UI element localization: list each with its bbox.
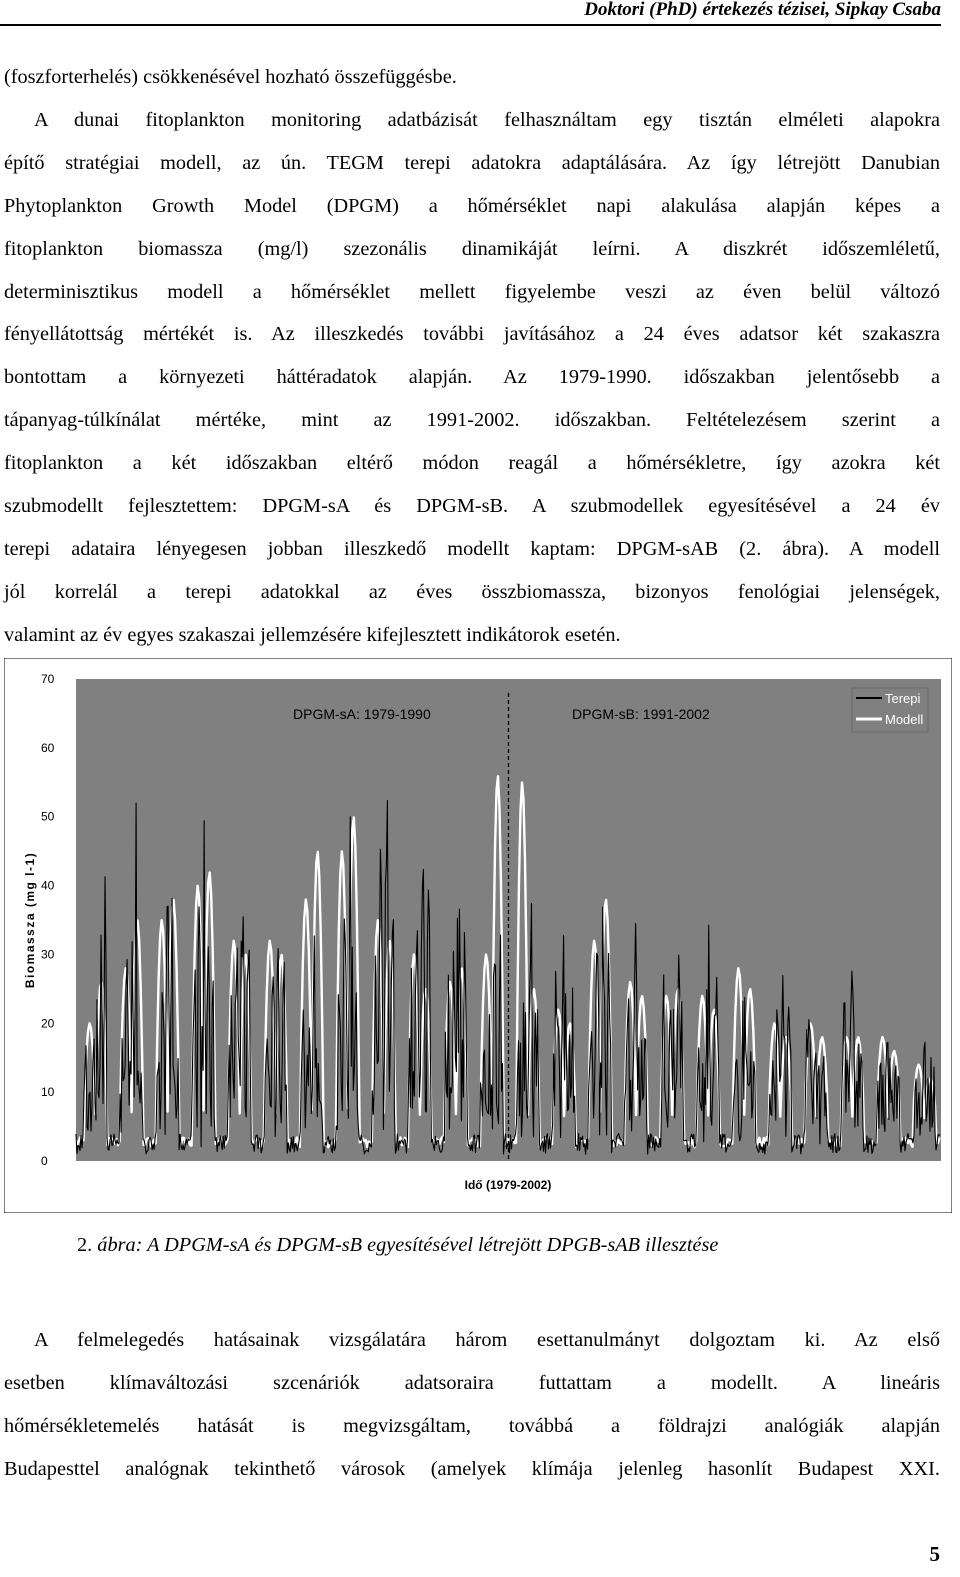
y-tick-label: 30 [41,947,55,962]
caption-number: 2. [77,1234,93,1256]
text-line: Budapesttel analógnak tekinthető városok (amelyek klímája jelenleg hasonlít Budapest XXI. [4,1458,940,1480]
text-line: hőmérsékletemelés hatását is megvizsgáltam, továbbá a földrajzi analógiák alapján [4,1415,940,1437]
page-number: 5 [929,1542,940,1566]
body-paragraph-2 [4,1319,940,1491]
annotation-period-b: DPGM-sB: 1991-2002 [572,706,710,722]
chart-legend [852,688,928,732]
figure-biomass-chart [4,658,952,1213]
text-line: bontottam a környezeti háttéradatok alapján. Az 1979-1990. időszakban jelentősebb a [4,366,940,389]
y-tick-label: 60 [41,740,55,755]
legend-label-terepi: Terepi [885,691,921,706]
text-line: fényellátottság mértékét is. Az illeszkedés további javításához a 24 éves adatsor két szakaszra [4,323,940,346]
text-line: valamint az év egyes szakaszai jellemzésére kifejlesztett indikátorok esetén. [4,623,621,646]
body-paragraph-1 [4,56,940,657]
biomass-line-chart [4,658,952,1213]
text-line: építő stratégiai modell, az ún. TEGM terepi adatokra adaptálására. Az így létrejött Danubian [4,151,940,174]
legend-label-modell: Modell [885,712,924,727]
y-tick-label: 50 [41,809,55,824]
x-axis-label: Idő (1979-2002) [464,1178,552,1192]
header-title: Doktori (PhD) értekezés tézisei, Sipkay Csaba [584,0,941,20]
figure-caption [77,1234,718,1257]
y-tick-label: 40 [41,878,55,893]
text-line: tápanyag-túlkínálat mértéke, mint az 1991-2002. időszakban. Feltételezésem szerint a [4,409,940,432]
text-line: (foszforterhelés) csökkenésével hozható összefüggésbe. [4,66,457,88]
page-header [0,0,941,26]
y-tick-label: 10 [41,1085,55,1100]
y-tick-label: 0 [41,1154,48,1168]
text-line: fitoplankton a két időszakban eltérő módon reagál a hőmérsékletre, így azokra két [4,452,940,475]
text-line: jól korrelál a terepi adatokkal az éves összbiomassza, bizonyos fenológiai jelenségek, [4,580,940,603]
text-line: fitoplankton biomassza (mg/l) szezonális dinamikáját leírni. A diszkrét időszemléletű, [4,237,940,260]
text-line: esetben klímaváltozási szcenáriók adatsoraira futtattam a modellt. A lineáris [4,1372,940,1394]
y-axis-label: Biomassza (mg l-1) [23,851,37,989]
text-line: terepi adataira lényegesen jobban illeszkedő modellt kaptam: DPGM-sAB (2. ábra). A modell [4,537,940,560]
text-line: determinisztikus modell a hőmérséklet mellett figyelembe veszi az éven belül változó [4,280,940,303]
y-tick-label: 70 [41,672,55,686]
text-line: A felmelegedés hatásainak vizsgálatára három esettanulmányt dolgoztam ki. Az első [34,1329,940,1351]
caption-text: ábra: A DPGM-sA és DPGM-sB egyesítésével létrejött DPGB-sAB illesztése [97,1234,719,1256]
y-tick-label: 20 [41,1016,55,1031]
text-line: szubmodellt fejlesztettem: DPGM-sA és DPGM-sB. A szubmodellek egyesítésével a 24 év [4,495,940,518]
text-line: Phytoplankton Growth Model (DPGM) a hőmérséklet napi alakulása alapján képes a [4,194,940,217]
text-line: A dunai fitoplankton monitoring adatbázisát felhasználtam egy tisztán elméleti alapokra [34,108,940,131]
annotation-period-a: DPGM-sA: 1979-1990 [293,706,431,722]
